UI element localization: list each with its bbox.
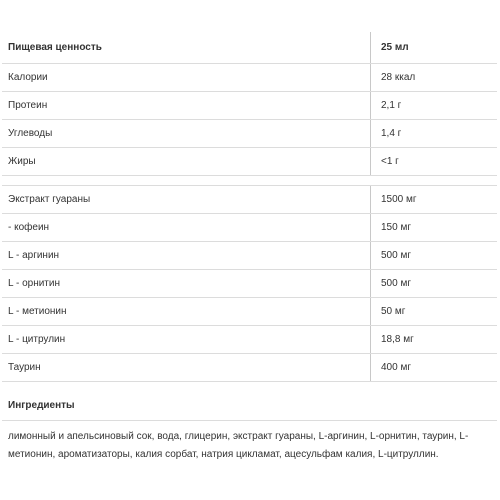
- ingredients-text: лимонный и апельсиновый сок, вода, глицерин, экстракт гуараны, L-аргинин, L-орнитин, таурин, L-метионин, ароматизаторы, калия сорбат, натрия цикламат, ацесульфам калия, L-цитруллин.: [8, 431, 469, 460]
- table-row: [2, 186, 497, 214]
- row-value: 500 мг: [370, 270, 497, 297]
- table-row: [2, 92, 497, 120]
- nutrition-table: [2, 32, 497, 382]
- row-value: 400 мг: [370, 354, 497, 381]
- ingredients-title: Ингредиенты: [2, 391, 497, 421]
- row-value: 1,4 г: [370, 120, 497, 147]
- nutrition-header-value: 25 мл: [370, 32, 497, 63]
- table-row: [2, 242, 497, 270]
- table-row: [2, 354, 497, 382]
- table-row: [2, 120, 497, 148]
- row-label: - кофеин: [8, 222, 50, 233]
- table-row: [2, 148, 497, 176]
- table-row: [2, 298, 497, 326]
- row-value: <1 г: [370, 148, 497, 175]
- row-label: Калории: [8, 72, 48, 83]
- row-label: L - орнитин: [8, 278, 60, 289]
- row-label: L - аргинин: [8, 250, 60, 261]
- table-row: [2, 64, 497, 92]
- row-value: 18,8 мг: [370, 326, 497, 353]
- row-label: Протеин: [8, 100, 48, 111]
- table-row: [2, 270, 497, 298]
- row-label: Таурин: [8, 362, 41, 373]
- row-label: Углеводы: [8, 128, 53, 139]
- table-row: [2, 214, 497, 242]
- row-label: L - метионин: [8, 306, 67, 317]
- row-value: 2,1 г: [370, 92, 497, 119]
- row-value: 500 мг: [370, 242, 497, 269]
- nutrition-header-label: Пищевая ценность: [8, 42, 102, 53]
- row-label: Экстракт гуараны: [8, 194, 91, 205]
- section-gap: [2, 176, 497, 186]
- row-value: 150 мг: [370, 214, 497, 241]
- row-label: L - цитрулин: [8, 334, 66, 345]
- row-label: Жиры: [8, 156, 36, 167]
- row-value: 1500 мг: [370, 186, 497, 213]
- table-row: [2, 326, 497, 354]
- row-value: 50 мг: [370, 298, 497, 325]
- row-value: 28 ккал: [370, 64, 497, 91]
- nutrition-header-row: [2, 32, 497, 64]
